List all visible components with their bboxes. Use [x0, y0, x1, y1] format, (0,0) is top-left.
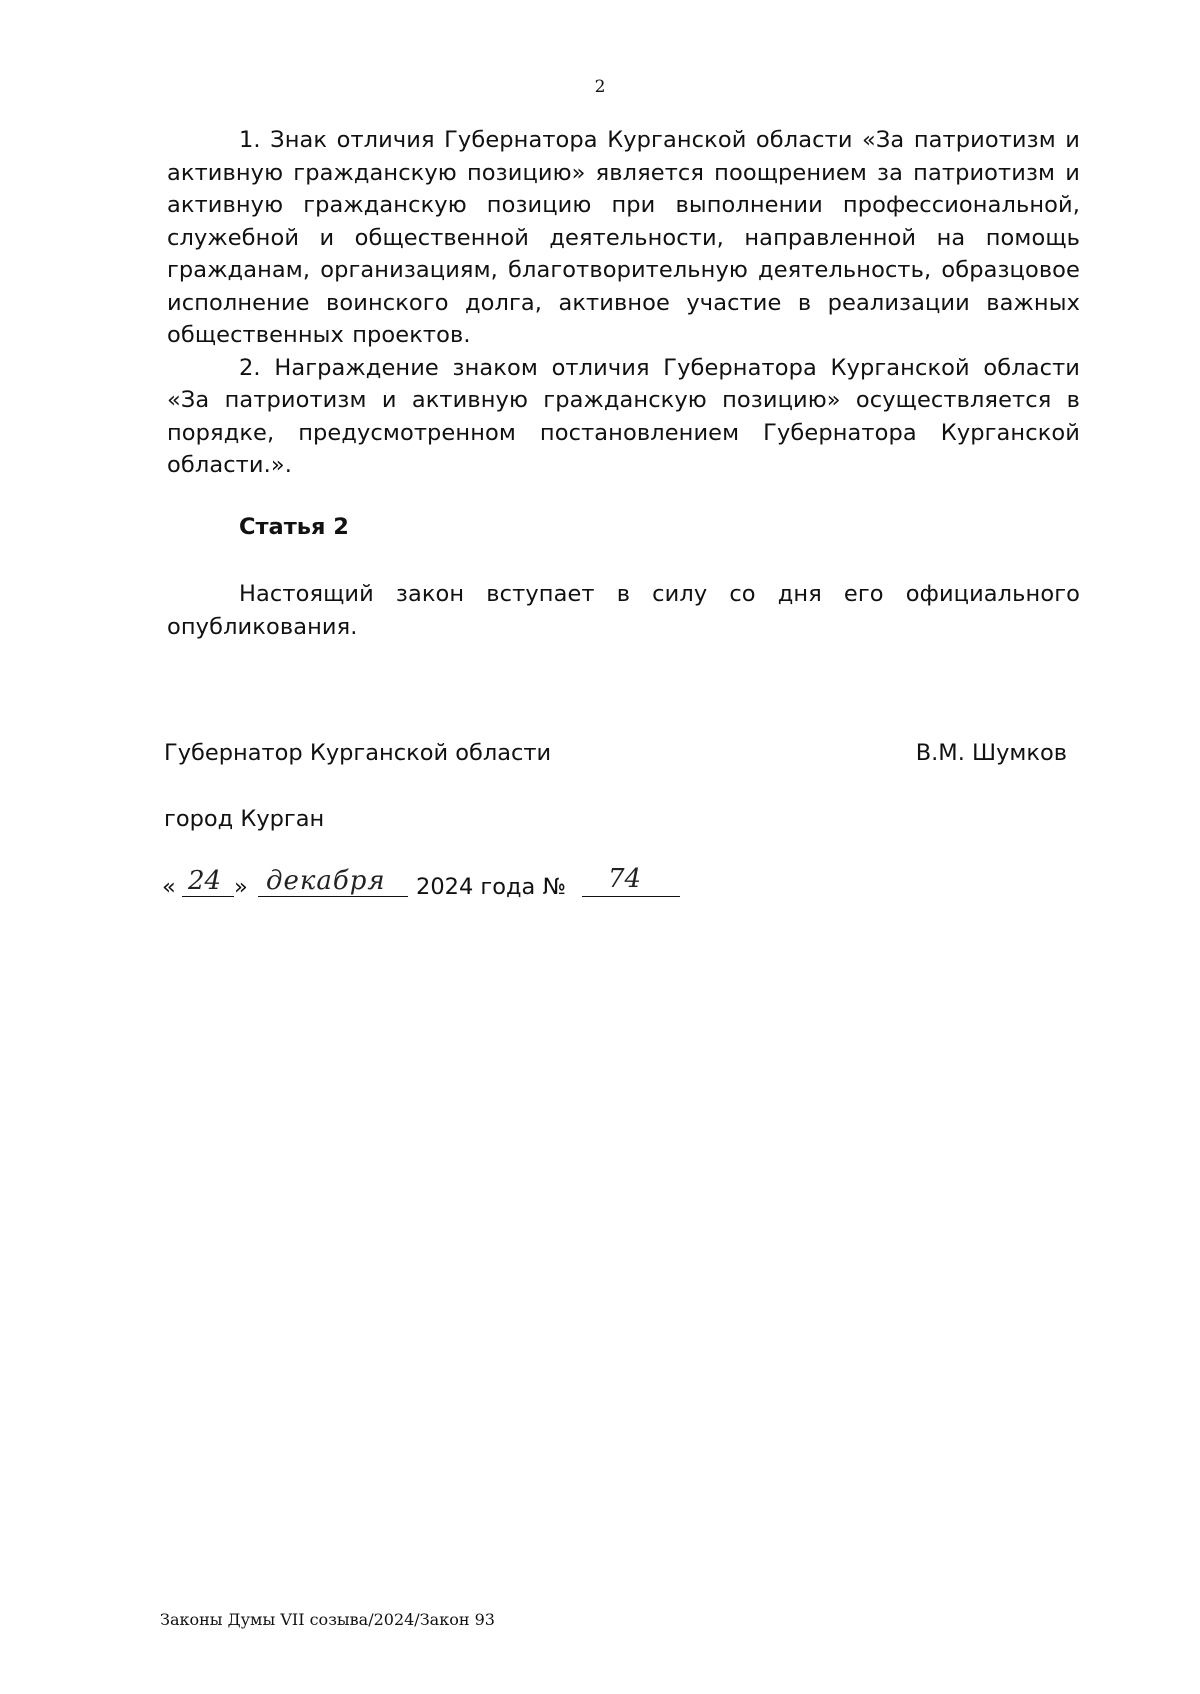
article-2-heading: Статья 2: [239, 514, 349, 540]
document-footer: Законы Думы VII созыва/2024/Закон 93: [160, 1610, 495, 1629]
signatory-position: Губернатор Курганской области: [164, 740, 552, 766]
city-line: город Курган: [164, 806, 325, 832]
year-and-number-label: 2024 года №: [416, 874, 566, 900]
handwritten-law-number: 74: [608, 864, 642, 894]
article-1-paragraph-1: 1. Знак отличия Губернатора Курганской области «За патриотизм и активную гражданскую позицию» является поощрением за патриотизм и активную гражданскую позицию при выполнении профессиональной, служебной и общественной деятельности, направленной на помощь гражданам, организациям, благотворительную деятельность, образцовое исполнение воинского долга, активное участие в реализации важных общественных проектов.: [167, 127, 1080, 348]
number-blank-line: [582, 896, 680, 897]
handwritten-month: декабря: [266, 866, 386, 896]
article-1-body: [167, 124, 1080, 482]
handwritten-day: 24: [188, 866, 222, 896]
day-blank-line: [182, 896, 234, 897]
date-quote-close: »: [234, 874, 248, 900]
article-1-paragraph-2: 2. Награждение знаком отличия Губернатора Курганской области «За патриотизм и активную гражданскую позицию» осуществляется в порядке, предусмотренном постановлением Губернатора Курганской области.».: [167, 354, 1080, 478]
signatory-name: В.М. Шумков: [915, 740, 1067, 766]
article-2-paragraph: Настоящий закон вступает в силу со дня его официального опубликования.: [167, 581, 1080, 640]
date-quote-open: «: [162, 874, 176, 900]
date-number-line: [162, 864, 682, 912]
page-number: 2: [594, 77, 606, 97]
month-blank-line: [258, 896, 408, 897]
article-2-body: [167, 578, 1080, 643]
